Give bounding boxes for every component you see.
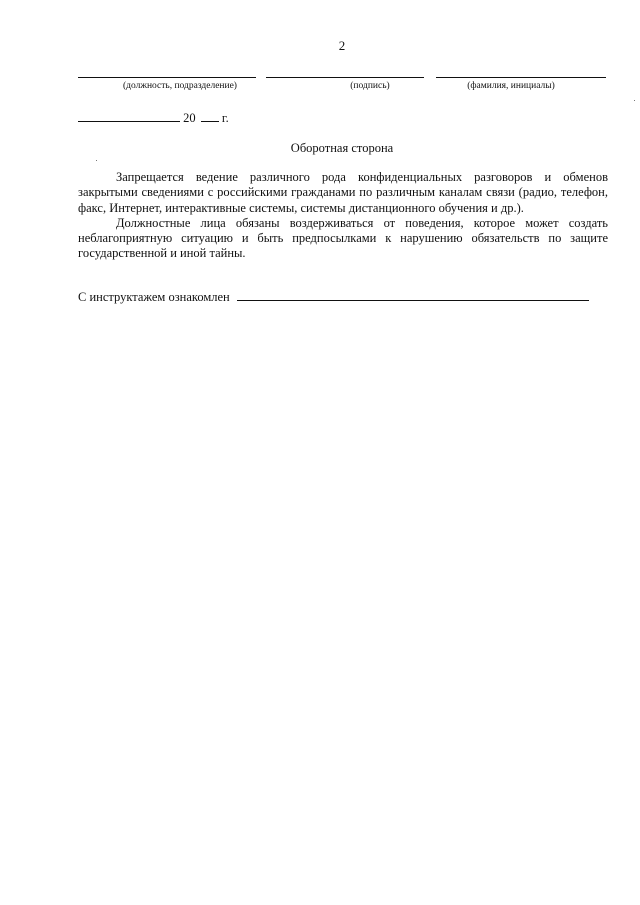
signature-caption: (подпись) bbox=[350, 81, 390, 91]
position-caption: (должность, подразделение) bbox=[123, 81, 237, 91]
name-signature-line bbox=[436, 77, 606, 78]
date-year-prefix: 20 bbox=[183, 111, 196, 125]
date-day-month-blank bbox=[78, 111, 180, 122]
name-caption: (фамилия, инициалы) bbox=[467, 81, 555, 91]
page-number: 2 bbox=[338, 38, 346, 53]
speck-mark-right bbox=[634, 100, 635, 101]
paragraph-conduct-duty: Должностные лица обязаны воздерживаться от поведения, которое может создать неблагоприятную ситуацию и быть предпосылками к нарушению обязательств по защите государственной и иной тайны. bbox=[78, 215, 608, 261]
acknowledgement-row bbox=[78, 290, 589, 305]
instruction-text bbox=[78, 170, 608, 262]
acknowledgement-label: С инструктажем ознакомлен bbox=[78, 290, 230, 304]
paragraph-communication-ban: Запрещается ведение различного рода конфиденциальных разговоров и обменов закрытыми сведениями с российскими гражданами по различным каналам связи (радио, телефон, факс, Интернет, интерактивные системы, системы дистанционного обучения и др.). bbox=[78, 170, 608, 215]
signature-line bbox=[266, 77, 424, 78]
section-title: Оборотная сторона bbox=[290, 141, 394, 155]
date-year-suffix: г. bbox=[221, 111, 229, 125]
date-line bbox=[78, 111, 229, 126]
speck-mark bbox=[96, 160, 97, 161]
acknowledgement-signature-line bbox=[237, 290, 589, 301]
position-signature-line bbox=[78, 77, 256, 78]
date-year-blank bbox=[201, 111, 219, 122]
